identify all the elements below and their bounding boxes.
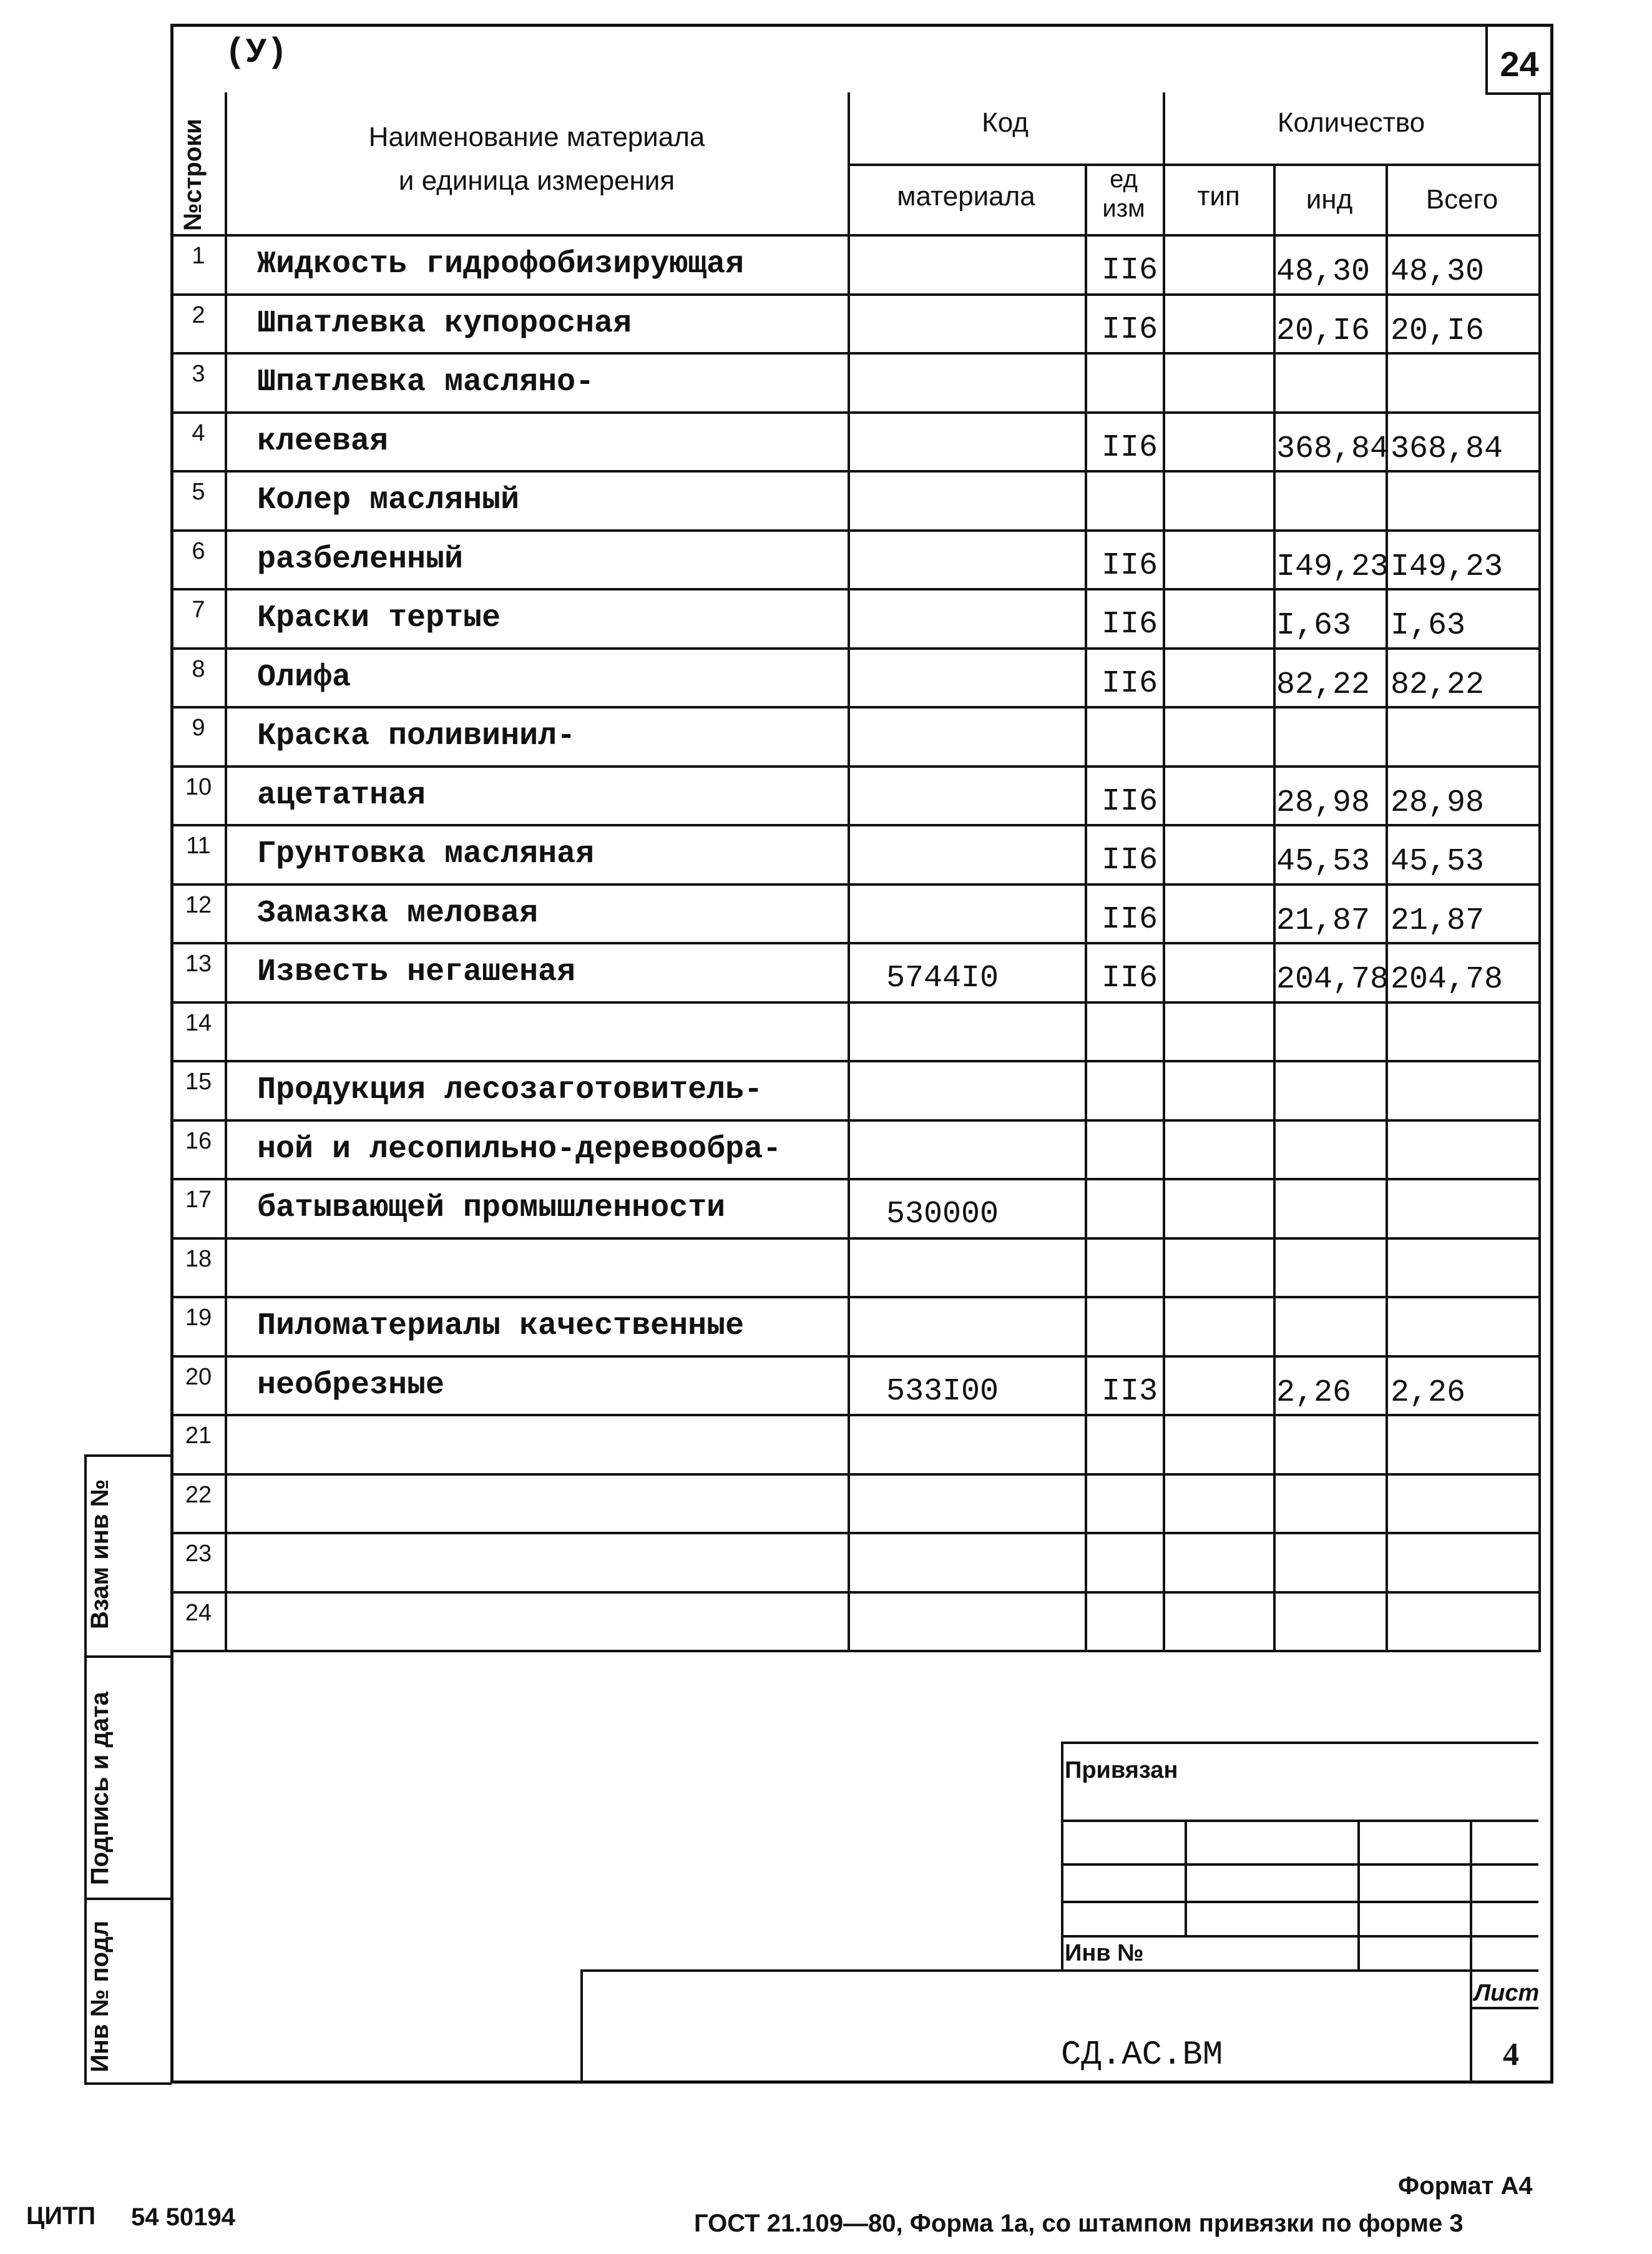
unit-code: II6	[1102, 253, 1158, 288]
row-number: 22	[185, 1481, 212, 1508]
footer-code: 54 50194	[131, 2203, 235, 2231]
side-label-replace-inv: Взам инв №	[86, 1479, 114, 1629]
row-number: 20	[185, 1363, 212, 1390]
page-number-box-bottom	[1485, 92, 1553, 95]
quantity-total: 21,87	[1391, 903, 1485, 939]
row-number: 12	[185, 891, 212, 918]
row-number: 10	[185, 773, 212, 800]
quantity-total: 2,26	[1391, 1374, 1466, 1411]
sheet-marker: (У)	[225, 32, 288, 72]
row-number: 11	[186, 833, 211, 859]
row-line	[170, 470, 1540, 473]
unit-code: II6	[1102, 547, 1158, 584]
material-name: Шпатлевка масляно-	[257, 365, 595, 400]
material-name: Шпатлевка купоросная	[257, 305, 632, 341]
material-name: Краски тертые	[257, 600, 501, 636]
quantity-ind: 21,87	[1276, 903, 1371, 939]
quantity-ind: 48,30	[1276, 254, 1371, 290]
row-line	[170, 1650, 1540, 1652]
footer-format: Формат А4	[1398, 2172, 1533, 2200]
unit-code: II6	[1102, 429, 1158, 466]
row-number: 6	[192, 537, 205, 564]
material-name: ной и лесопильно-деревообра-	[257, 1131, 782, 1167]
row-number: 18	[185, 1245, 212, 1272]
header-unit-line2: изм	[1102, 195, 1145, 222]
unit-code: II6	[1102, 843, 1158, 878]
row-line	[170, 942, 1540, 944]
material-code: 533I00	[886, 1373, 999, 1409]
row-line	[170, 647, 1540, 650]
quantity-ind: 204,78	[1276, 962, 1389, 997]
header-unit-line1: ед	[1110, 165, 1138, 193]
material-name: батывающей промышленности	[257, 1190, 726, 1226]
quantity-ind: I49,23	[1276, 549, 1389, 585]
title-block-left	[580, 1969, 583, 2084]
unit-code: II6	[1102, 607, 1158, 642]
material-code: 5744I0	[886, 961, 999, 996]
quantity-ind: 2,26	[1276, 1374, 1352, 1411]
footer-org: ЦИТП	[26, 2202, 96, 2230]
row-number: 5	[192, 479, 205, 505]
unit-code: II6	[1102, 783, 1158, 820]
material-name: разбеленный	[257, 541, 464, 577]
row-number: 13	[185, 951, 212, 977]
quantity-ind: 28,98	[1276, 785, 1371, 821]
material-name: Продукция лесозаготовитель-	[257, 1072, 763, 1108]
side-strip-bottom	[84, 2082, 172, 2085]
title-block-top	[580, 1969, 1538, 1972]
col-line-ind	[1386, 164, 1388, 1650]
col-line-type	[1273, 164, 1276, 1650]
row-number: 21	[185, 1423, 212, 1449]
row-line	[170, 706, 1540, 708]
material-name: Грунтовка масляная	[257, 836, 595, 872]
row-line	[170, 352, 1540, 355]
row-number: 9	[192, 715, 205, 741]
stamp-sheet-value: 4	[1503, 2037, 1519, 2072]
quantity-total: I,63	[1391, 608, 1466, 644]
row-line	[170, 1355, 1540, 1358]
quantity-total: 48,30	[1391, 254, 1485, 290]
header-code: Код	[982, 107, 1029, 138]
material-code: 530000	[886, 1197, 999, 1232]
stamp-line3	[1061, 1901, 1538, 1903]
row-number: 17	[185, 1187, 212, 1213]
side-label-inv-orig: Инв № подл	[86, 1920, 114, 2072]
material-name: клеевая	[257, 423, 389, 459]
row-line	[170, 883, 1540, 886]
row-line	[170, 1001, 1540, 1004]
row-number: 8	[192, 655, 205, 682]
side-strip-top	[84, 1454, 172, 1457]
quantity-ind: 45,53	[1276, 844, 1371, 880]
header-line-number: №строки	[179, 119, 207, 231]
row-number: 3	[192, 361, 205, 387]
stamp-attached-label: Привязан	[1065, 1757, 1178, 1783]
material-name: Колер масляный	[257, 483, 520, 518]
row-line	[170, 1591, 1540, 1594]
stamp-col3	[1470, 1820, 1472, 2084]
row-line	[170, 1178, 1540, 1180]
header-bottom-line	[170, 234, 1540, 237]
material-name: необрезные	[257, 1367, 445, 1403]
header-quantity: Количество	[1277, 107, 1425, 138]
header-name-line2: и единица измерения	[398, 165, 675, 196]
footer-standard: ГОСТ 21.109—80, Форма 1а, со штампом привязки по форме 3	[694, 2210, 1464, 2237]
row-number: 15	[185, 1069, 212, 1095]
side-label-sign-date: Подпись и дата	[86, 1692, 114, 1885]
row-line	[170, 411, 1540, 414]
row-line	[170, 293, 1540, 296]
quantity-ind: 82,22	[1276, 667, 1371, 703]
row-number: 4	[192, 419, 205, 446]
row-line	[170, 765, 1540, 768]
material-name: Олифа	[257, 659, 351, 695]
quantity-total: 45,53	[1391, 844, 1485, 880]
stamp-document-code: СД.АС.ВМ	[1061, 2036, 1223, 2074]
row-number: 16	[185, 1127, 212, 1154]
header-ind: инд	[1306, 184, 1353, 215]
quantity-total: 20,I6	[1391, 313, 1485, 349]
header-total: Всего	[1425, 184, 1498, 215]
header-mid-line	[848, 164, 1540, 166]
quantity-ind: 368,84	[1276, 431, 1389, 467]
unit-code: II6	[1102, 311, 1158, 348]
side-strip-div1	[84, 1655, 172, 1658]
quantity-total: 368,84	[1391, 431, 1503, 467]
material-name: Краска поливинил-	[257, 718, 576, 754]
col-line-code	[1085, 164, 1087, 1650]
row-number: 1	[192, 243, 205, 269]
sheet-label-line	[1470, 2007, 1538, 2009]
row-number: 7	[192, 597, 205, 623]
row-number: 14	[185, 1009, 212, 1036]
stamp-col1	[1185, 1820, 1187, 1935]
quantity-total: 82,22	[1391, 667, 1485, 703]
row-line	[170, 824, 1540, 826]
side-strip-div2	[84, 1898, 172, 1900]
row-line	[170, 1119, 1540, 1122]
row-line	[170, 1414, 1540, 1416]
stamp-sheet-label: Лист	[1474, 1980, 1540, 2006]
unit-code: II6	[1102, 665, 1158, 702]
stamp-top	[1061, 1742, 1538, 1744]
header-name-line1: Наименование материала	[368, 122, 705, 152]
quantity-ind: I,63	[1276, 608, 1352, 644]
row-line	[170, 1237, 1540, 1240]
col-line-total	[1538, 92, 1541, 1652]
unit-code: II6	[1102, 961, 1158, 996]
material-name: Пиломатериалы качественные	[257, 1308, 745, 1344]
quantity-total: I49,23	[1391, 549, 1503, 585]
row-number: 2	[192, 301, 205, 328]
header-type: тип	[1197, 181, 1240, 212]
row-line	[170, 1473, 1540, 1476]
stamp-line2	[1061, 1863, 1538, 1866]
material-name: Замазка меловая	[257, 895, 539, 931]
row-line	[170, 529, 1540, 532]
header-code-material: материала	[897, 181, 1035, 212]
quantity-total: 28,98	[1391, 785, 1485, 821]
stamp-line4	[1061, 1935, 1538, 1938]
row-number: 19	[185, 1305, 212, 1331]
row-line	[170, 588, 1540, 590]
quantity-total: 204,78	[1391, 962, 1503, 997]
page-number: 24	[1500, 44, 1539, 84]
stamp-col2	[1357, 1820, 1360, 1969]
stamp-line1	[1061, 1820, 1538, 1822]
unit-code: II6	[1102, 901, 1158, 938]
row-line	[170, 1296, 1540, 1298]
row-number: 24	[185, 1599, 212, 1626]
material-name: ацетатная	[257, 777, 426, 813]
stamp-inv-no-label: Инв №	[1065, 1940, 1144, 1966]
row-line	[170, 1060, 1540, 1062]
material-name: Жидкость гидрофобизирующая	[257, 247, 745, 282]
material-name: Известь негашеная	[257, 954, 576, 990]
unit-code: II3	[1102, 1373, 1158, 1409]
row-line	[170, 1532, 1540, 1534]
quantity-ind: 20,I6	[1276, 313, 1371, 349]
row-number: 23	[185, 1541, 212, 1567]
